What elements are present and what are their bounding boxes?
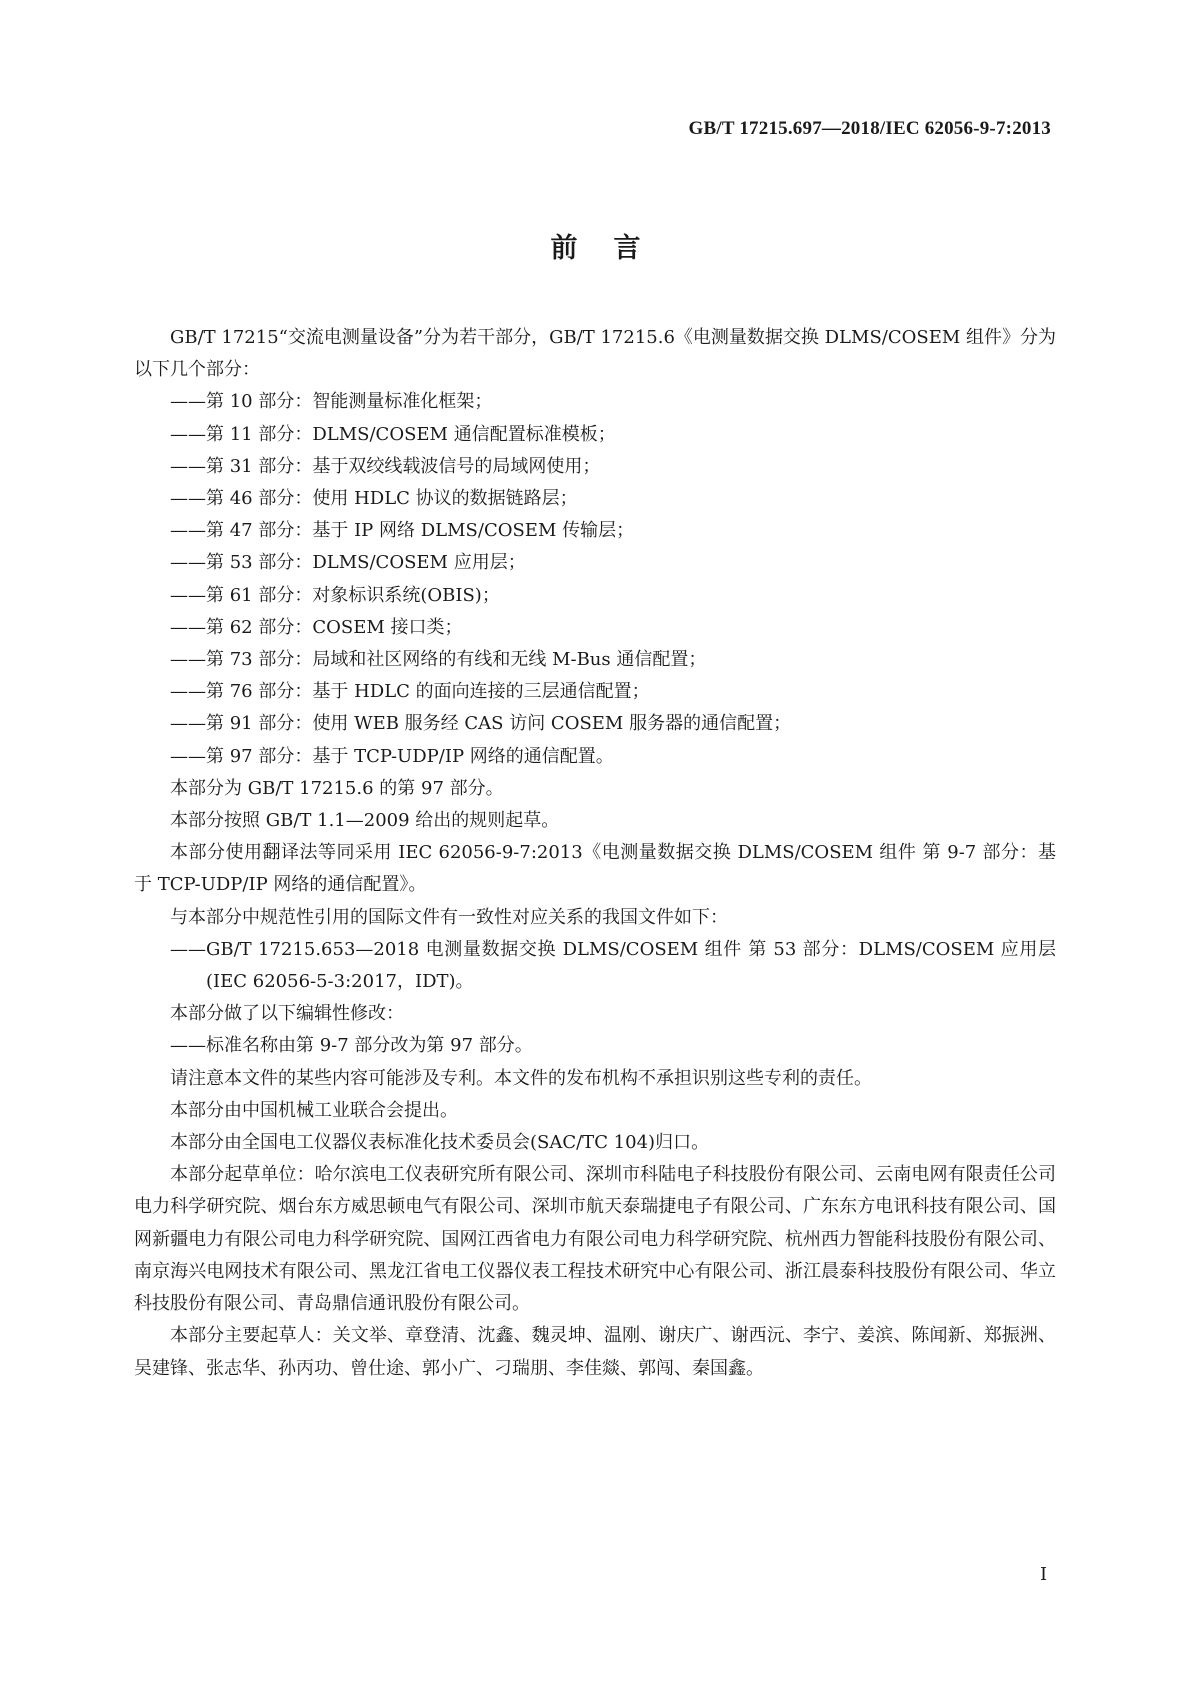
list-item: ——第 10 部分：智能测量标准化框架；	[170, 391, 493, 413]
paragraph: 本部分使用翻译法等同采用 IEC 62056-9-7:2013《电测量数据交换 DLMS/COSEM 组件 第 9-7 部分：基于 TCP-UDP/IP 网络的通信配置》。	[134, 842, 1056, 896]
list-item: ——第 97 部分：基于 TCP-UDP/IP 网络的通信配置。	[170, 745, 614, 767]
paragraph: GB/T 17215“交流电测量设备”分为若干部分，GB/T 17215.6《电测量数据交换 DLMS/COSEM 组件》分为以下几个部分：	[134, 327, 1056, 381]
list-item: ——第 31 部分：基于双绞线载波信号的局域网使用；	[170, 455, 601, 477]
paragraph: 本部分为 GB/T 17215.6 的第 97 部分。	[170, 777, 504, 799]
list-item: ——第 76 部分：基于 HDLC 的面向连接的三层通信配置；	[170, 681, 650, 703]
paragraph: 本部分由中国机械工业联合会提出。	[170, 1099, 458, 1121]
list-item: ——标准名称由第 9-7 部分改为第 97 部分。	[170, 1035, 533, 1057]
list-item: ——第 53 部分：DLMS/COSEM 应用层；	[170, 552, 526, 574]
list-item: ——第 91 部分：使用 WEB 服务经 CAS 访问 COSEM 服务器的通信配置；	[170, 713, 792, 735]
list-item: ——第 73 部分：局域和社区网络的有线和无线 M-Bus 通信配置；	[170, 649, 707, 671]
paragraph: 本部分由全国电工仪器仪表标准化技术委员会(SAC/TC 104)归口。	[170, 1132, 710, 1154]
paragraph: 与本部分中规范性引用的国际文件有一致性对应关系的我国文件如下：	[170, 906, 728, 928]
paragraph: 本部分主要起草人：关文举、章登清、沈鑫、魏灵坤、温刚、谢庆广、谢西沅、李宁、姜滨、陈闻新、郑振洲、吴建锋、张志华、孙丙功、曾仕途、郭小广、刁瑞朋、李佳燚、郭闯、秦国鑫。	[134, 1325, 1056, 1379]
page-title: 前言	[550, 233, 677, 264]
page-number: I	[1040, 1564, 1048, 1585]
paragraph: 本部分起草单位：哈尔滨电工仪表研究所有限公司、深圳市科陆电子科技股份有限公司、云南电网有限责任公司电力科学研究院、烟台东方威思顿电气有限公司、深圳市航天泰瑞捷电子有限公司、广东东方电讯科技有限公司、国网新疆电力有限公司电力科学研究院、国网江西省电力有限公司电力科学研究院、杭州西力智能科技股份有限公司、南京海兴电网技术有限公司、黑龙江省电工仪器仪表工程技术研究中心有限公司、浙江晨泰科技股份有限公司、华立科技股份有限公司、青岛鼎信通讯股份有限公司。	[134, 1164, 1056, 1315]
list-item: ——第 11 部分：DLMS/COSEM 通信配置标准模板；	[170, 423, 616, 445]
paragraph: 请注意本文件的某些内容可能涉及专利。本文件的发布机构不承担识别这些专利的责任。	[170, 1067, 872, 1089]
paragraph: 本部分按照 GB/T 1.1—2009 给出的规则起草。	[170, 810, 560, 832]
paragraph: 本部分做了以下编辑性修改：	[170, 1003, 404, 1025]
standard-code-header: GB/T 17215.697—2018/IEC 62056-9-7:2013	[688, 118, 1051, 139]
list-item: ——第 46 部分：使用 HDLC 协议的数据链路层；	[170, 488, 578, 510]
foreword-body	[134, 322, 1056, 1385]
list-item: ——第 61 部分：对象标识系统(OBIS)；	[170, 584, 500, 606]
list-item: ——GB/T 17215.653—2018 电测量数据交换 DLMS/COSEM 组件 第 53 部分：DLMS/COSEM 应用层(IEC 62056-5-3:2017，IDT)。	[170, 938, 1056, 993]
list-item: ——第 62 部分：COSEM 接口类；	[170, 616, 463, 638]
list-item: ——第 47 部分：基于 IP 网络 DLMS/COSEM 传输层；	[170, 520, 635, 542]
